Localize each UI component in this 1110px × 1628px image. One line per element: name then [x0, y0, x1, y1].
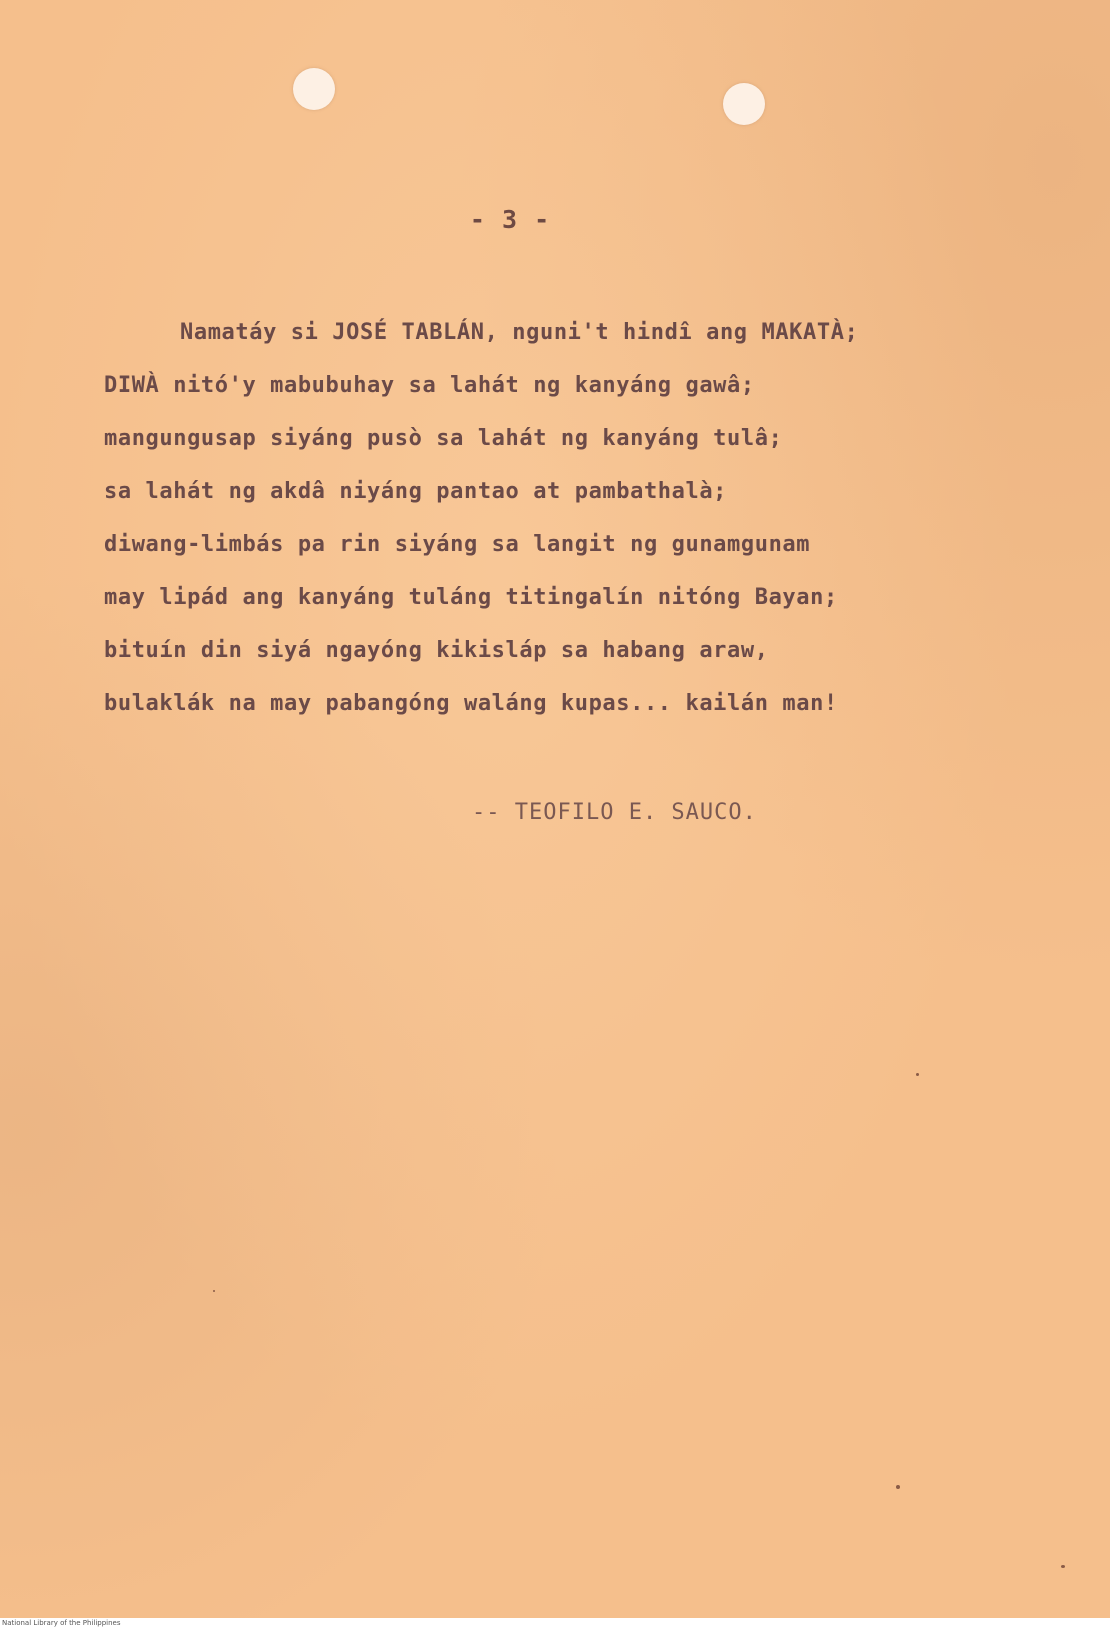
paper-speck — [1061, 1565, 1065, 1568]
punch-hole-right — [723, 83, 765, 125]
paper-speck — [896, 1485, 900, 1489]
poem — [104, 306, 984, 730]
poem-line: may lipád ang kanyáng tuláng titingalín nitóng Bayan; — [104, 585, 838, 610]
punch-hole-left — [293, 68, 335, 110]
poem-line: bulaklák na may pabangóng waláng kupas... kailán man! — [104, 691, 838, 716]
poem-line: bituín din siyá ngayóng kikisláp sa habang araw, — [104, 638, 769, 663]
poem-line: mangungusap siyáng pusò sa lahát ng kanyáng tulâ; — [104, 426, 783, 451]
footer — [0, 1618, 1110, 1628]
poem-line: DIWÀ nitó'y mabubuhay sa lahát ng kanyáng gawâ; — [104, 373, 755, 398]
paper-speck — [916, 1073, 919, 1076]
poem-line: diwang-limbás pa rin siyáng sa langit ng gunamgunam — [104, 532, 811, 557]
poem-line: Namatáy si JOSÉ TABLÁN, nguni't hindî ang MAKATÀ; — [180, 320, 859, 345]
author-signature: -- TEOFILO E. SAUCO. — [472, 800, 757, 825]
paper-speck — [213, 1290, 215, 1292]
source-credit: National Library of the Philippines — [2, 1619, 121, 1627]
page-number: - 3 - — [469, 205, 551, 234]
poem-line: sa lahát ng akdâ niyáng pantao at pambathalà; — [104, 479, 728, 504]
